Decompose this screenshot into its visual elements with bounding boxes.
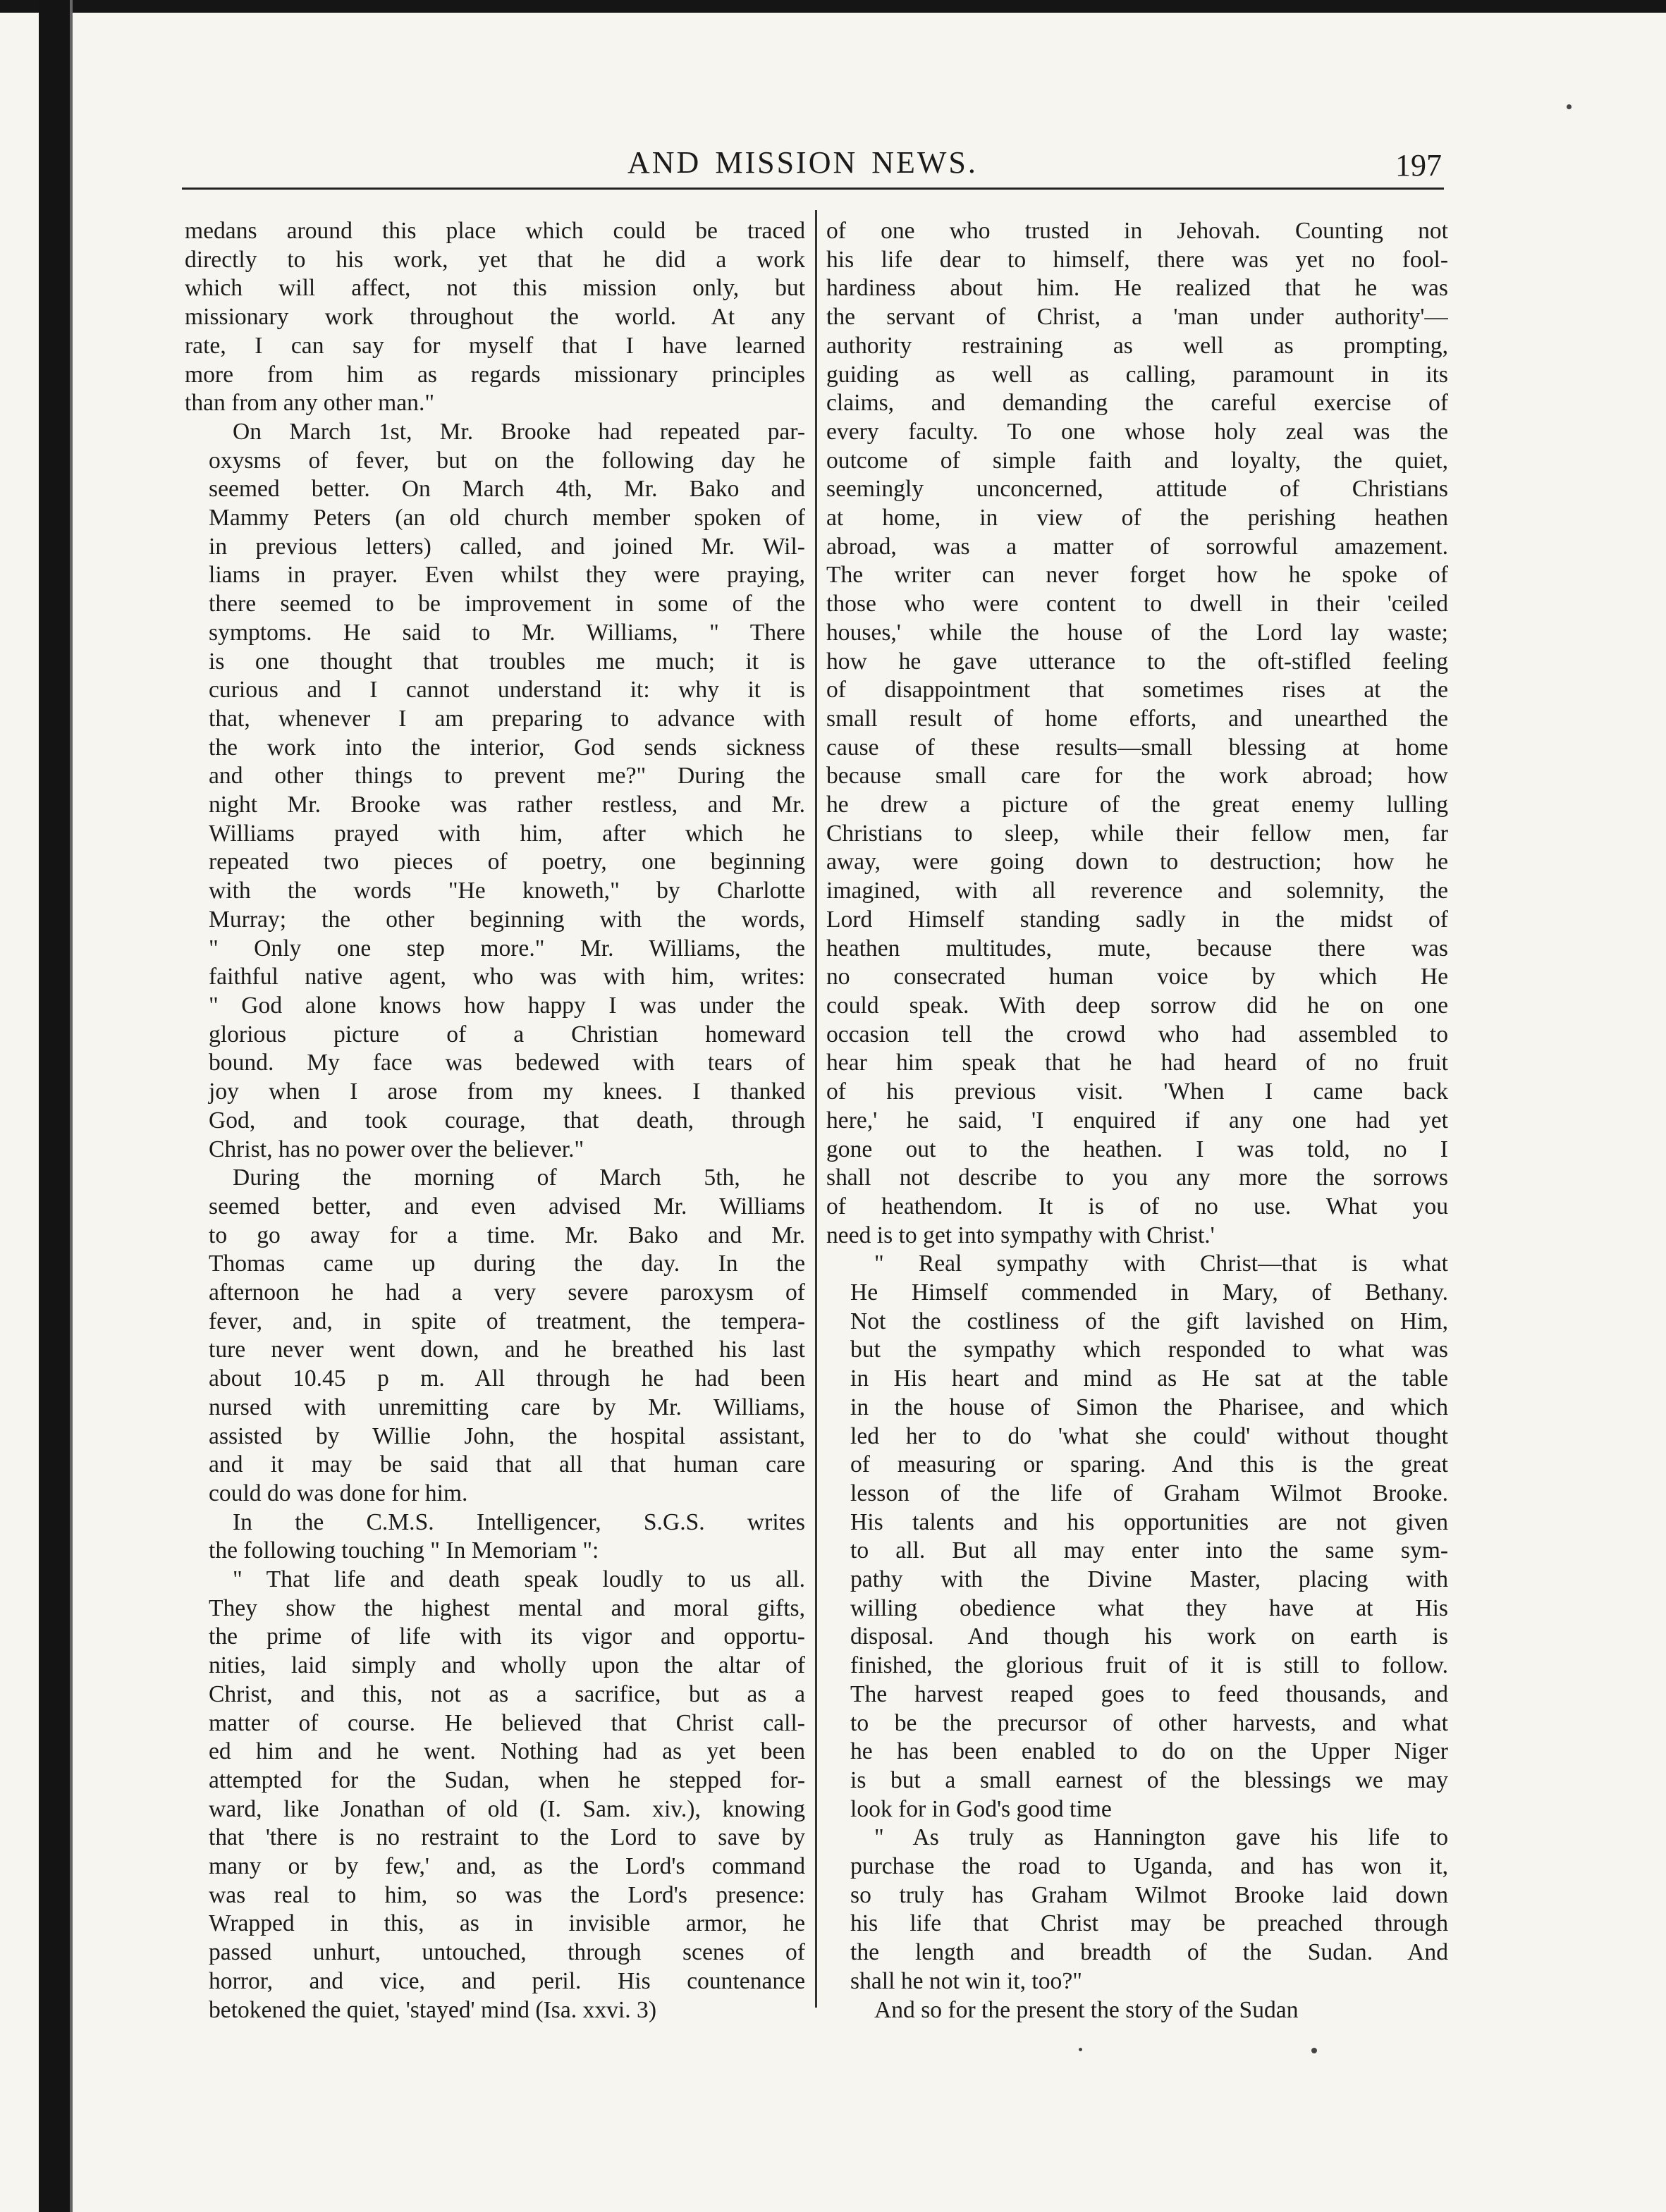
- text-line: attempted for the Sudan, when he stepped for-: [209, 1766, 805, 1793]
- left-column: [185, 217, 805, 2024]
- text-line: the following touching " In Memoriam ":: [209, 1537, 599, 1564]
- text-line: nities, laid simply and wholly upon the altar of: [209, 1652, 805, 1679]
- text-line: his life dear to himself, there was yet no fool-: [826, 246, 1448, 273]
- text-line: but the sympathy which responded to what was: [850, 1337, 1448, 1363]
- left-binding-edge: [39, 0, 70, 2212]
- text-line: of heathendom. It is of no use. What you: [826, 1193, 1448, 1219]
- text-line: Mammy Peters (an old church member spoken of: [209, 505, 805, 532]
- page-header: [627, 145, 1442, 194]
- text-line: " God alone knows how happy I was under the: [209, 992, 805, 1019]
- text-line: look for in God's good time: [850, 1795, 1112, 1822]
- text-line: and other things to prevent me?" During the: [209, 763, 805, 789]
- text-line: because small care for the work abroad; how: [826, 763, 1448, 789]
- text-line: more from him as regards missionary principles: [185, 361, 805, 388]
- text-line: " That life and death speak loudly to us all.: [233, 1566, 805, 1593]
- text-line: glorious picture of a Christian homeward: [209, 1021, 805, 1047]
- text-line: assisted by Willie John, the hospital assistant,: [209, 1423, 805, 1449]
- text-line: that, whenever I am preparing to advance with: [209, 705, 805, 732]
- text-line: willing obedience what they have at His: [850, 1595, 1448, 1621]
- text-line: directly to his work, yet that he did a work: [185, 246, 805, 273]
- text-line: bound. My face was bedewed with tears of: [209, 1050, 805, 1076]
- paragraph: [185, 1164, 805, 1508]
- text-line: in the house of Simon the Pharisee, and which: [850, 1394, 1448, 1420]
- text-line: fever, and, in spite of treatment, the tempera-: [209, 1308, 805, 1334]
- text-line: outcome of simple faith and loyalty, the quiet,: [826, 447, 1448, 474]
- text-line: Murray; the other beginning with the words,: [209, 906, 805, 933]
- text-line: joy when I arose from my knees. I thanked: [209, 1079, 805, 1105]
- text-line: could speak. With deep sorrow did he on one: [826, 992, 1448, 1019]
- text-line: betokened the quiet, 'stayed' mind (Isa. xxvi. 3): [209, 1996, 657, 2023]
- text-line: of measuring or sparing. And this is the great: [850, 1451, 1448, 1478]
- text-line: seemed better. On March 4th, Mr. Bako and: [209, 476, 805, 503]
- text-line: many or by few,' and, as the Lord's command: [209, 1853, 805, 1880]
- text-line: need is to get into sympathy with Christ.': [826, 1222, 1215, 1248]
- text-line: horror, and vice, and peril. His countenance: [209, 1967, 805, 1994]
- text-line: that 'there is no restraint to the Lord to save by: [209, 1824, 805, 1851]
- text-line: those who were content to dwell in their 'ceiled: [826, 591, 1448, 617]
- text-line: about 10.45 p m. All through he had been: [209, 1365, 805, 1392]
- text-line: Williams prayed with him, after which he: [209, 820, 805, 847]
- text-line: pathy with the Divine Master, placing with: [850, 1566, 1448, 1593]
- text-line: " Only one step more." Mr. Williams, the: [209, 935, 805, 961]
- text-line: missionary work throughout the world. At any: [185, 304, 805, 331]
- text-line: gone out to the heathen. I was told, no I: [826, 1136, 1448, 1162]
- text-line: symptoms. He said to Mr. Williams, " There: [209, 619, 805, 646]
- text-line: he drew a picture of the great enemy lulling: [826, 792, 1448, 818]
- text-line: Christ, has no power over the believer.": [209, 1136, 584, 1162]
- left-binding-shadow: [70, 0, 73, 2212]
- text-line: at home, in view of the perishing heathen: [826, 505, 1448, 532]
- text-line: Not the costliness of the gift lavished on Him,: [850, 1308, 1448, 1334]
- text-line: Thomas came up during the day. In the: [209, 1251, 805, 1277]
- text-line: shall he not win it, too?": [850, 1967, 1082, 1994]
- text-line: in previous letters) called, and joined Mr. Wil-: [209, 533, 805, 560]
- text-line: the length and breadth of the Sudan. And: [850, 1939, 1448, 1966]
- text-line: of disappointment that sometimes rises at the: [826, 677, 1448, 703]
- text-line: hardiness about him. He realized that he was: [826, 275, 1448, 302]
- text-line: The writer can never forget how he spoke of: [826, 562, 1448, 589]
- text-line: Christ, and this, not as a sacrifice, but as a: [209, 1680, 805, 1707]
- text-line: His talents and his opportunities are not given: [850, 1509, 1448, 1535]
- text-line: heathen multitudes, mute, because there was: [826, 935, 1448, 961]
- text-line: nursed with unremitting care by Mr. Williams,: [209, 1394, 805, 1420]
- text-line: cause of these results—small blessing at home: [826, 734, 1448, 761]
- text-line: small result of home efforts, and unearthed the: [826, 705, 1448, 732]
- text-line: his life that Christ may be preached through: [850, 1910, 1448, 1937]
- text-line: to go away for a time. Mr. Bako and Mr.: [209, 1222, 805, 1248]
- text-line: than from any other man.": [185, 390, 435, 417]
- text-line: and it may be said that all that human care: [209, 1451, 805, 1478]
- text-line: is but a small earnest of the blessings we may: [850, 1766, 1448, 1793]
- text-line: During the morning of March 5th, he: [233, 1165, 805, 1191]
- text-line: The harvest reaped goes to feed thousands, and: [850, 1680, 1448, 1707]
- text-line: led her to do 'what she could' without thought: [850, 1423, 1448, 1449]
- text-line: no consecrated human voice by which He: [826, 964, 1448, 990]
- text-line: abroad, was a matter of sorrowful amazement.: [826, 533, 1448, 560]
- text-line: the work into the interior, God sends sickness: [209, 734, 805, 761]
- text-line: ture never went down, and he breathed his last: [209, 1337, 805, 1363]
- text-line: away, were going down to destruction; how he: [826, 849, 1448, 875]
- text-line: so truly has Graham Wilmot Brooke laid down: [850, 1881, 1448, 1908]
- page-number: 197: [1395, 148, 1442, 183]
- print-speck: [1311, 2048, 1317, 2053]
- paragraph: [826, 1824, 1448, 1996]
- text-line: of his previous visit. 'When I came back: [826, 1079, 1448, 1105]
- text-line: In the C.M.S. Intelligencer, S.G.S. writes: [233, 1509, 805, 1535]
- text-line: houses,' while the house of the Lord lay waste;: [826, 619, 1448, 646]
- text-line: And so for the present the story of the Sudan: [874, 1996, 1299, 2023]
- text-line: there seemed to be improvement in some of the: [209, 591, 805, 617]
- text-line: with the words "He knoweth," by Charlotte: [209, 878, 805, 904]
- running-title: AND MISSION NEWS.: [627, 145, 978, 180]
- paragraph: [185, 418, 805, 1164]
- text-line: was real to him, so was the Lord's presence:: [209, 1881, 805, 1908]
- text-line: here,' he said, 'I enquired if any one had yet: [826, 1107, 1448, 1133]
- paragraph: [185, 1566, 805, 2024]
- text-line: God, and took courage, that death, through: [209, 1107, 805, 1133]
- header-rule: [182, 188, 1444, 190]
- text-line: to all. But all may enter into the same sym-: [850, 1537, 1448, 1564]
- text-line: the servant of Christ, a 'man under authority'—: [826, 304, 1448, 331]
- text-line: oxysms of fever, but on the following day he: [209, 447, 805, 474]
- text-line: purchase the road to Uganda, and has won it,: [850, 1853, 1448, 1880]
- text-line: every faculty. To one whose holy zeal was the: [826, 418, 1448, 445]
- text-line: Wrapped in this, as in invisible armor, he: [209, 1910, 805, 1937]
- text-line: he has been enabled to do on the Upper Niger: [850, 1738, 1448, 1765]
- text-line: curious and I cannot understand it: why it is: [209, 677, 805, 703]
- text-line: passed unhurt, untouched, through scenes of: [209, 1939, 805, 1966]
- text-line: faithful native agent, who was with him, writes:: [209, 964, 805, 990]
- text-line: seemingly unconcerned, attitude of Christians: [826, 476, 1448, 503]
- column-divider: [815, 210, 817, 2008]
- text-line: disposal. And though his work on earth is: [850, 1623, 1448, 1650]
- paragraph: [826, 1996, 1448, 2025]
- text-line: is one thought that troubles me much; it is: [209, 648, 805, 675]
- right-column: [826, 217, 1448, 2024]
- paragraph: [185, 217, 805, 418]
- text-line: the prime of life with its vigor and opportu-: [209, 1623, 805, 1650]
- text-line: medans around this place which could be traced: [185, 218, 805, 244]
- paragraph: [826, 1250, 1448, 1824]
- print-speck: [1567, 104, 1572, 109]
- text-line: ward, like Jonathan of old (I. Sam. xiv.), knowing: [209, 1795, 805, 1822]
- text-line: They show the highest mental and moral gifts,: [209, 1595, 805, 1621]
- top-border-rule: [0, 0, 1666, 13]
- text-line: " Real sympathy with Christ—that is what: [874, 1251, 1448, 1277]
- text-line: lesson of the life of Graham Wilmot Brooke.: [850, 1480, 1448, 1506]
- print-speck: [1079, 2048, 1082, 2051]
- text-line: finished, the glorious fruit of it is still to follow.: [850, 1652, 1448, 1679]
- text-line: rate, I can say for myself that I have learned: [185, 332, 805, 359]
- text-line: Lord Himself standing sadly in the midst of: [826, 906, 1448, 933]
- text-line: which will affect, not this mission only, but: [185, 275, 805, 302]
- text-line: claims, and demanding the careful exercise of: [826, 390, 1448, 417]
- text-line: could do was done for him.: [209, 1480, 468, 1506]
- text-line: afternoon he had a very severe paroxysm of: [209, 1279, 805, 1306]
- text-line: ed him and he went. Nothing had as yet been: [209, 1738, 805, 1765]
- text-line: " As truly as Hannington gave his life to: [874, 1824, 1448, 1851]
- text-line: night Mr. Brooke was rather restless, and Mr.: [209, 792, 805, 818]
- text-line: guiding as well as calling, paramount in its: [826, 361, 1448, 388]
- text-line: matter of course. He believed that Christ call-: [209, 1709, 805, 1736]
- text-line: occasion tell the crowd who had assembled to: [826, 1021, 1448, 1047]
- text-line: in His heart and mind as He sat at the table: [850, 1365, 1448, 1392]
- text-line: imagined, with all reverence and solemnity, the: [826, 878, 1448, 904]
- text-line: authority restraining as well as prompting,: [826, 332, 1448, 359]
- text-line: hear him speak that he had heard of no fruit: [826, 1050, 1448, 1076]
- text-line: seemed better, and even advised Mr. Williams: [209, 1193, 805, 1219]
- text-line: repeated two pieces of poetry, one beginning: [209, 849, 805, 875]
- text-line: Christians to sleep, while their fellow men, far: [826, 820, 1448, 847]
- text-line: On March 1st, Mr. Brooke had repeated par-: [233, 418, 805, 445]
- text-line: liams in prayer. Even whilst they were praying,: [209, 562, 805, 589]
- text-line: how he gave utterance to the oft-stifled feeling: [826, 648, 1448, 675]
- paragraph: [185, 1509, 805, 1566]
- paragraph: [826, 217, 1448, 1250]
- text-line: of one who trusted in Jehovah. Counting not: [826, 218, 1448, 244]
- text-line: He Himself commended in Mary, of Bethany.: [850, 1279, 1448, 1306]
- text-line: shall not describe to you any more the sorrows: [826, 1165, 1448, 1191]
- text-line: to be the precursor of other harvests, and what: [850, 1709, 1448, 1736]
